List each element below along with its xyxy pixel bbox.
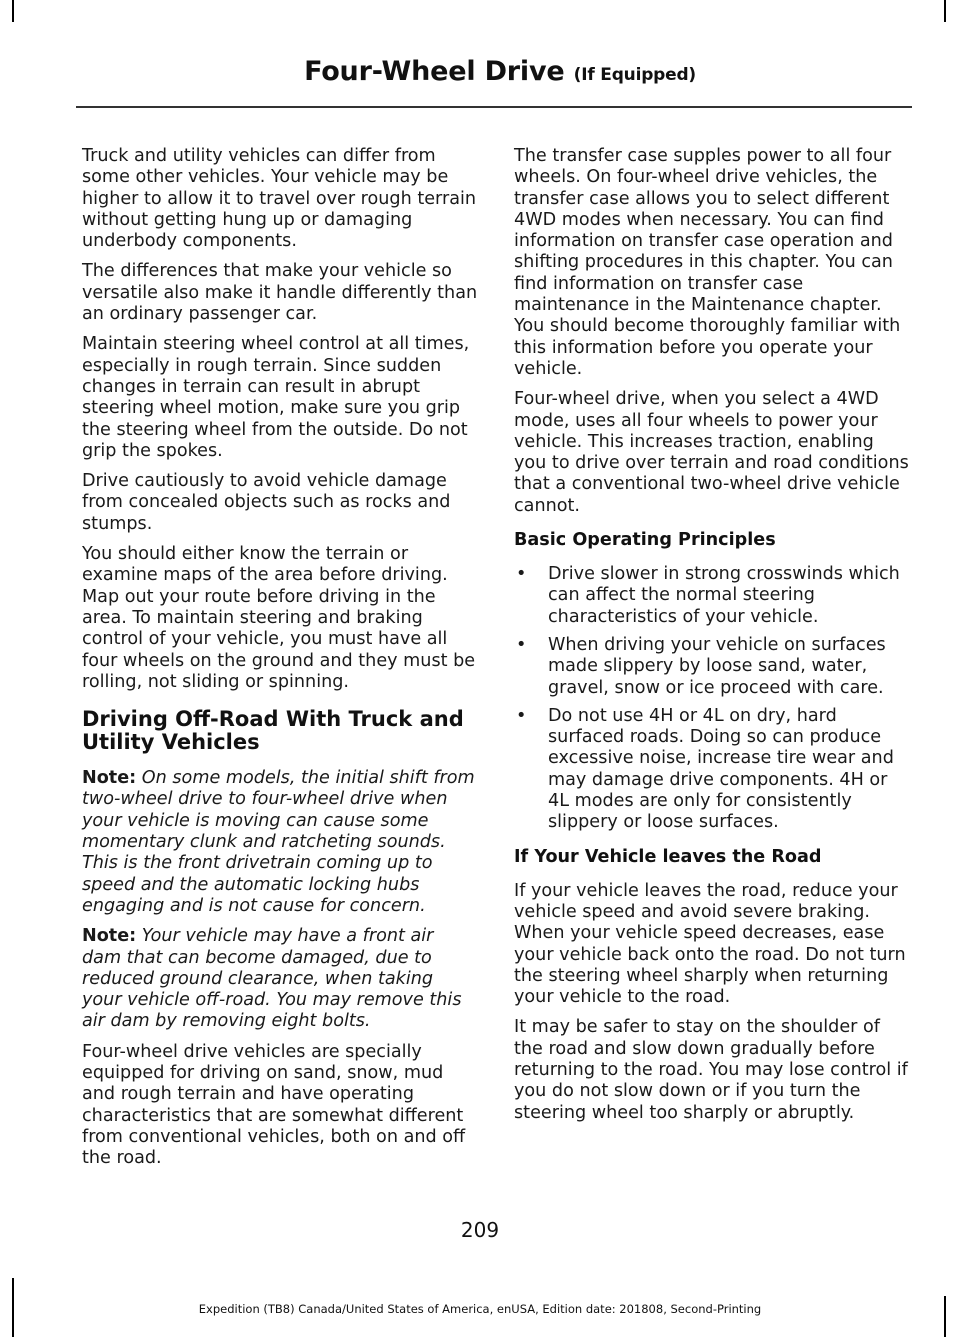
section-heading: Driving Off-Road With Truck and Utility Vehicles xyxy=(82,707,464,755)
paragraph: Four-wheel drive vehicles are specially equipped for driving on sand, snow, mud and rough terrain and have operating characteristics that are somewhat different from conventional vehicles, both on and off the road. xyxy=(82,1041,466,1169)
list-item xyxy=(514,706,910,834)
paragraph: The differences that make your vehicle so versatile also make it handle differently than an ordinary passenger car. xyxy=(82,261,478,325)
note-label: Note: xyxy=(82,768,137,789)
note-text: On some models, the initial shift from two-wheel drive to four-wheel drive when your vehicle is moving can cause some momentary clunk and ratcheting sounds. This is the front drivetrain coming up to speed and the automatic locking hubs engaging and is not cause for concern. xyxy=(82,768,475,916)
chapter-title-subtitle: (If Equipped) xyxy=(573,65,696,85)
paragraph: Maintain steering wheel control at all times, especially in rough terrain. Since sudden changes in terrain can result in abrupt steering wheel motion, make sure you grip the steering wheel from the outside. Do not grip the spokes. xyxy=(82,334,470,461)
list-item-text: When driving your vehicle on surfaces made slippery by loose sand, water, gravel, snow or ice proceed with care. xyxy=(548,634,886,698)
paragraph: If your vehicle leaves the road, reduce your vehicle speed and avoid severe braking. When your vehicle speed decreases, ease your vehicle back onto the road. Do not turn the steering wheel sharply when returning your vehicle to the road. xyxy=(514,880,906,1008)
crop-mark-top-left xyxy=(12,0,14,22)
note-label: Note: xyxy=(82,926,137,947)
paragraph: Four-wheel drive, when you select a 4WD mode, uses all four wheels to power your vehicle. This increases traction, enabling you to drive over terrain and road conditions that a conventional two-wheel drive vehicle cannot. xyxy=(514,389,909,516)
list-item-text: Do not use 4H or 4L on dry, hard surfaced roads. Doing so can produce excessive noise, increase tire wear and may damage drive components. 4H or 4L modes are only for consistently slippery or loose surfaces. xyxy=(548,705,894,833)
paragraph: Truck and utility vehicles can differ from some other vehicles. Your vehicle may be higher to allow it to travel over rough terrain without getting hung up or damaging underbody components. xyxy=(82,146,477,252)
header-divider xyxy=(76,106,912,108)
crop-mark-top-right xyxy=(944,0,946,22)
footer-edition-info: Expedition (TB8) Canada/United States of America, enUSA, Edition date: 201808, Second-Printing xyxy=(198,1302,762,1316)
list-item-text: Drive slower in strong crosswinds which can affect the normal steering characteristics of your vehicle. xyxy=(548,564,900,627)
right-column xyxy=(514,146,910,1133)
paragraph: Drive cautiously to avoid vehicle damage from concealed objects such as rocks and stumps. xyxy=(82,471,451,534)
subsection-heading: Basic Operating Principles xyxy=(514,530,776,551)
paragraph: You should either know the terrain or examine maps of the area before driving. Map out your route before driving in the area. To maintain steering and braking control of your vehicle, you must have all four wheels on the ground and they must be rolling, not sliding or spinning. xyxy=(82,544,476,692)
left-column xyxy=(82,146,478,1178)
paragraph: The transfer case supples power to all four wheels. On four-wheel drive vehicles, the transfer case allows you to select different 4WD modes when necessary. You can find information on transfer case operation and shifting procedures in this chapter. You can find information on transfer case maintenance in the Maintenance chapter. You should become thoroughly familiar with this information before you operate your vehicle. xyxy=(514,146,901,379)
bullet-icon: • xyxy=(516,564,527,585)
subsection-heading: If Your Vehicle leaves the Road xyxy=(514,846,822,867)
bullet-icon: • xyxy=(516,705,527,726)
bullet-icon: • xyxy=(516,634,527,655)
list-item xyxy=(514,635,910,699)
list-item xyxy=(514,564,910,628)
chapter-title xyxy=(304,56,696,87)
bullet-list xyxy=(514,564,910,834)
note-paragraph xyxy=(82,768,478,917)
note-paragraph xyxy=(82,926,478,1032)
chapter-title-text: Four-Wheel Drive xyxy=(304,56,565,87)
page-number: 209 xyxy=(460,1218,500,1242)
paragraph: It may be safer to stay on the shoulder of the road and slow down gradually before returning to the road. You may lose control if you do not slow down or if you turn the steering wheel too sharply or abruptly. xyxy=(514,1017,908,1123)
note-text: Your vehicle may have a front air dam that can become damaged, due to reduced ground clearance, when taking your vehicle off-road. You may remove this air dam by removing eight bolts. xyxy=(82,926,462,1032)
